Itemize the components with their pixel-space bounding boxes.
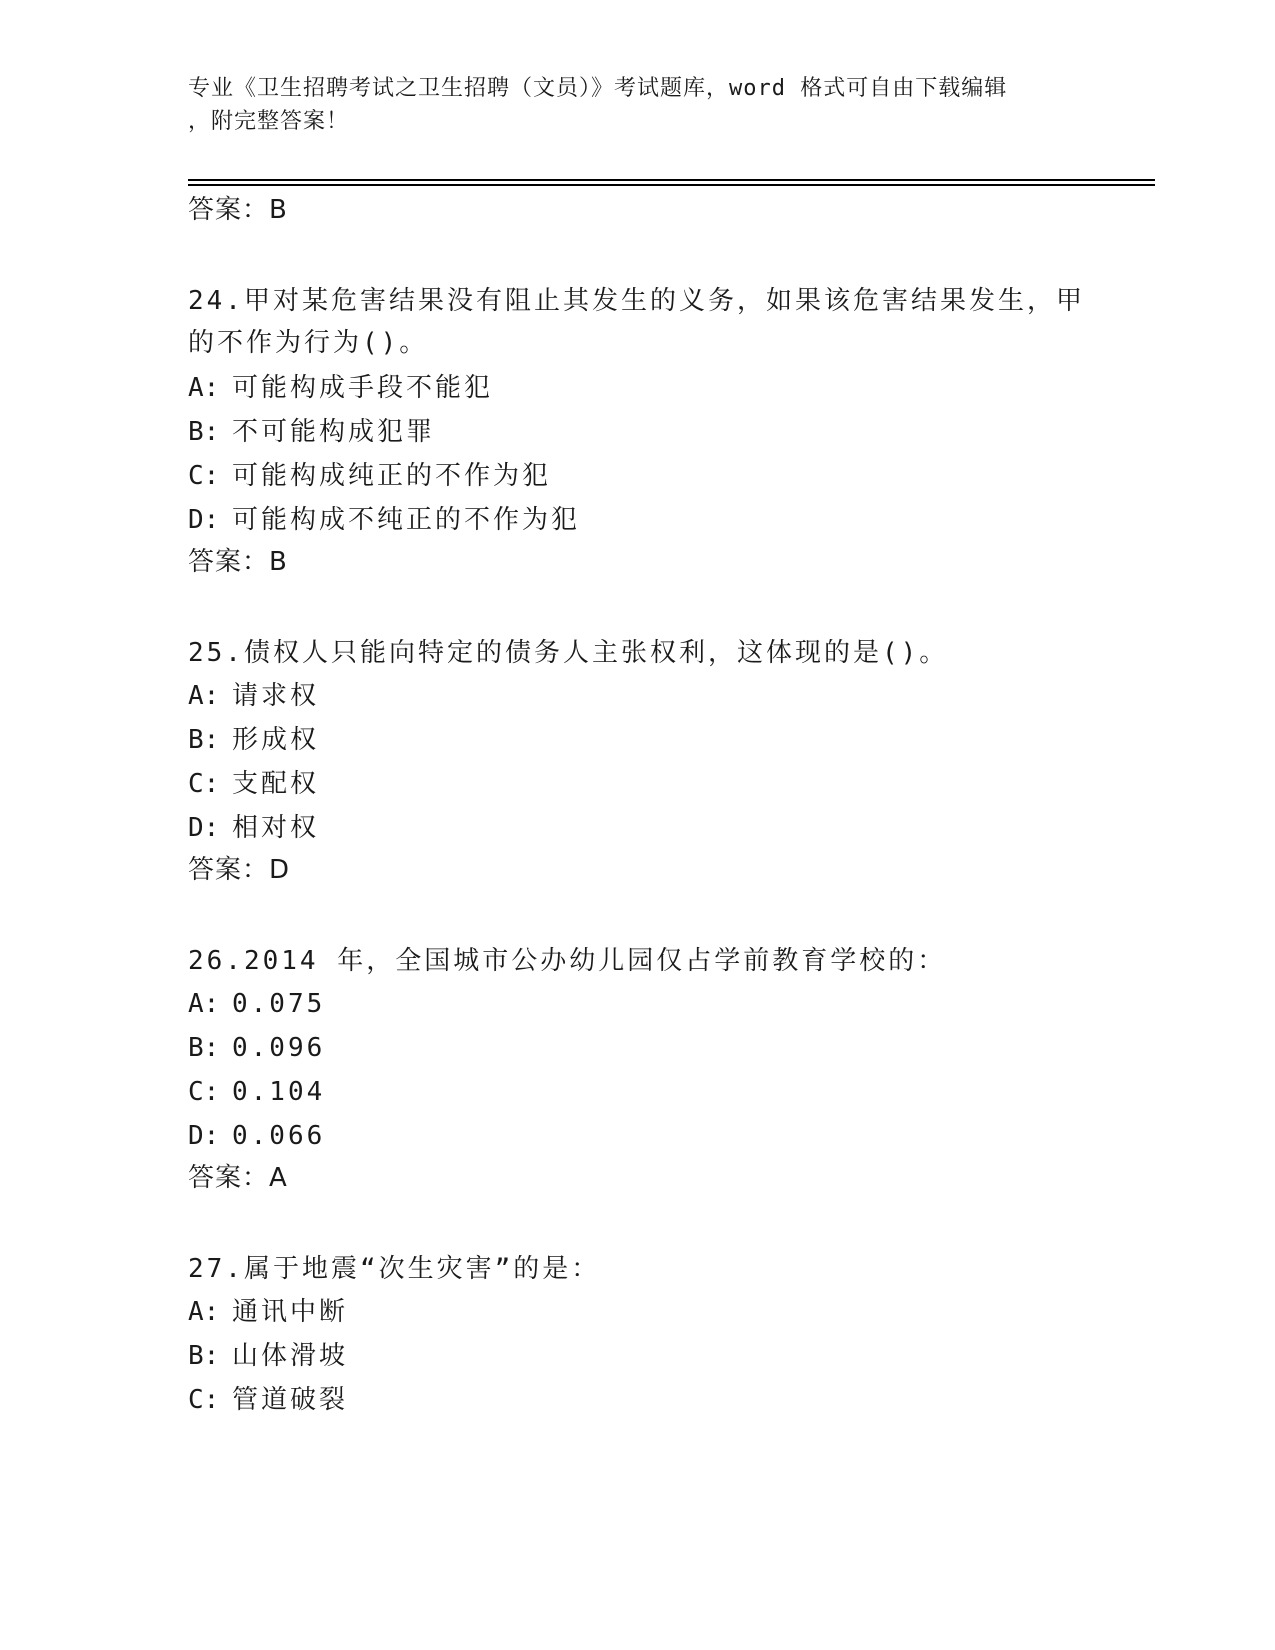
answer-25: 答案：D [188,855,291,885]
question-26 [188,940,1088,982]
question-24-option-d [188,504,580,536]
option-key: C: [188,1077,220,1107]
option-key: A: [188,373,220,403]
option-text: 通讯中断 [232,1297,349,1327]
option-text: 管道破裂 [232,1385,349,1415]
option-text: 山体滑坡 [232,1341,349,1371]
question-24-option-b [188,416,435,448]
option-text: 相对权 [232,813,320,843]
answer-23: 答案：B [188,195,288,225]
header-divider-bottom [188,184,1155,186]
question-25-option-b [188,724,319,756]
question-25 [188,632,1088,674]
option-key: D: [188,1121,220,1151]
option-key: A: [188,681,220,711]
option-text: 可能构成手段不能犯 [232,373,494,403]
option-text: 可能构成不纯正的不作为犯 [232,505,581,535]
option-key: B: [188,725,220,755]
option-key: C: [188,769,220,799]
option-key: C: [188,461,220,491]
question-24-option-a [188,372,493,404]
option-key: B: [188,417,220,447]
option-key: A: [188,1297,220,1327]
question-24-line-1: 24.甲对某危害结果没有阻止其发生的义务，如果该危害结果发生，甲 [188,286,1085,316]
question-27-line-1: 27.属于地震“次生灾害”的是： [188,1254,601,1284]
option-text: 不可能构成犯罪 [232,417,436,447]
question-24-line-2: 的不作为行为()。 [188,328,429,358]
question-24 [188,280,1088,364]
option-text: 支配权 [232,769,320,799]
option-text: 0.066 [232,1121,326,1151]
option-text: 0.075 [232,989,326,1019]
header-line-2: ，附完整答案！ [188,109,350,134]
question-26-option-c [188,1076,325,1108]
option-text: 可能构成纯正的不作为犯 [232,461,552,491]
question-25-option-c [188,768,319,800]
question-26-line-1: 26.2014 年，全国城市公办幼儿园仅占学前教育学校的： [188,946,947,976]
option-key: D: [188,505,220,535]
question-27-option-a [188,1296,348,1328]
question-25-option-a [188,680,319,712]
option-key: B: [188,1341,220,1371]
question-26-option-b [188,1032,325,1064]
header-divider-top [188,179,1155,181]
option-key: B: [188,1033,220,1063]
option-key: A: [188,989,220,1019]
question-25-line-1: 25.债权人只能向特定的债务人主张权利，这体现的是()。 [188,638,949,668]
option-key: D: [188,813,220,843]
option-text: 形成权 [232,725,320,755]
option-text: 0.104 [232,1077,326,1107]
question-26-option-a [188,988,325,1020]
option-text: 0.096 [232,1033,326,1063]
option-text: 请求权 [232,681,320,711]
answer-24: 答案：B [188,547,288,577]
header-line-1: 专业《卫生招聘考试之卫生招聘（文员）》考试题库，word 格式可自由下载编辑 [188,76,1008,101]
question-24-option-c [188,460,551,492]
answer-26: 答案：A [188,1163,288,1193]
document-header [188,72,1088,138]
question-26-option-d [188,1120,325,1152]
question-25-option-d [188,812,319,844]
option-key: C: [188,1385,220,1415]
question-27-option-b [188,1340,348,1372]
question-27-option-c [188,1384,348,1416]
question-27 [188,1248,1088,1290]
